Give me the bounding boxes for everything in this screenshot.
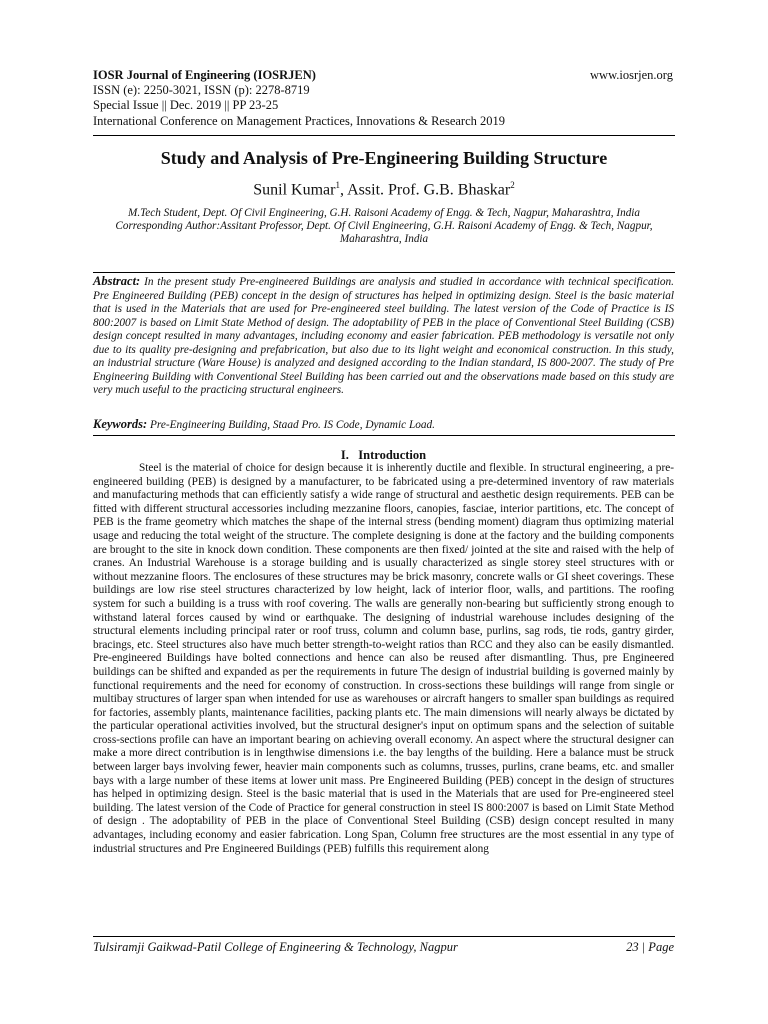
section-title: Introduction <box>358 448 427 462</box>
section-number: I. <box>340 448 349 462</box>
author-name: Assit. Prof. G.B. Bhaskar <box>347 181 511 199</box>
author-separator: , <box>339 181 348 199</box>
abstract-label: Abstract: <box>93 274 141 288</box>
keywords-label: Keywords: <box>93 417 148 431</box>
footer-institution: Tulsiramji Gaikwad-Patil College of Engineering & Technology, Nagpur <box>93 940 458 954</box>
affiliation-corresponding: Corresponding Author:Assitant Professor, Dept. Of Civil Engineering, G.H. Raisoni Academy of Engg. & Tech, Nagpur, Maharashtra, India <box>115 220 653 245</box>
affiliation-student: M.Tech Student, Dept. Of Civil Engineering, G.H. Raisoni Academy of Engg. & Tech, Nagpur, Maharashtra, India <box>128 207 640 219</box>
conference-line: International Conference on Management Practices, Innovations & Research 2019 <box>93 113 506 128</box>
keywords-text: Pre-Engineering Building, Staad Pro. IS Code, Dynamic Load. <box>150 419 435 431</box>
author-line <box>80 180 688 199</box>
issn-line: ISSN (e): 2250-3021, ISSN (p): 2278-8719 <box>93 83 310 98</box>
author-affiliation-mark: 2 <box>510 180 515 190</box>
page-number: 23 | Page <box>626 940 674 954</box>
journal-website[interactable]: www.iosrjen.org <box>590 68 673 82</box>
abstract-divider-bottom <box>93 435 675 436</box>
author-affiliation-mark: 1 <box>335 180 340 190</box>
journal-header <box>93 68 673 129</box>
abstract-text: In the present study Pre-engineered Buildings are analysis and studied in accordance with technical specification. Pre Engineered Building (PEB) concept in the design of structures has helped in optimizing design. Steel is the basic material that is used in the Materials that are used for Pre-engineered steel building. The latest version of the Code of Practice is IS 800:2007 is based on Limit State Method of design. The adoptability of PEB in the place of Conventional Steel Building (CSB) design concept resulted in many advantages, including economy and easier fabrication. PEB methodology is versatile not only due to its quality pre-designing and prefabrication, but also due to its light weight and economical construction. In this study, an industrial structure (Ware House) is analyzed and designed according to the Indian standard, IS 800-2007. The study of Pre Engineering Building with Conventional Steel Building has been carried out and the observations made based on this study are very much useful to the practicing structural engineers. <box>93 276 674 396</box>
paper-title: Study and Analysis of Pre-Engineering Building Structure <box>160 148 608 168</box>
author-name: Sunil Kumar <box>253 181 336 199</box>
introduction-paragraph: Steel is the material of choice for design because it is inherently ductile and flexible. In structural engineering, a pre-engineered building (PEB) is designed by a manufacturer, to be fabricated using a pre-determined inventory of raw materials and manufacturing methods that can efficiently satisfy a wide range of structural and aesthetic design requirements. PEB can be fitted with different structural accessories including mezzanine floors, canopies, fasciae, interior partitions, etc. The concept of PEB is the frame geometry which matches the shape of the internal stress (bending moment) diagram thus optimizing material usage and reducing the total weight of the structure. The complete designing is done at the factory and the building components are brought to the site in knock down condition. These components are then fixed/ jointed at the site and raised with the help of cranes. An Industrial Warehouse is a storage building and is usually characterized as single storey steel structures with or without mezzanine floors. The enclosures of these structures may be brick masonry, concrete walls or GI sheet coverings. These buildings are low rise steel structures characterized by low height, lack of interior floor, walls, and partitions. The roofing system for such a building is a truss with roof covering. The walls are generally non-bearing but sufficiently strong enough to withstand lateral forces caused by wind or earthquake. The designing of industrial warehouse includes designing of the structural elements including principal rater or roof truss, column and column base, purlins, sag rods, tie rods, gantry girder, bracings, etc. Steel structures also have much better strength-to-weight ratios than RCC and they also can be easily dismantled. Pre-engineered Buildings have bolted connections and hence can also be reused after dismantling. Thus, pre Engineered buildings can be shifted and expanded as per the requirements in future The design of industrial building is governed mainly by functional requirements and the need for economy of construction. In cross-sections these buildings will range from single or multibay structures of larger span when intended for use as warehouses or aircraft hangers to smaller span buildings as required for factories, assembly plants, maintenance facilities, packing plants etc. The main dimensions will nearly always be dictated by the particular operational activities involved, but the structural designer's input on optimum spans and the selection of suitable cross-sections profile can have an important bearing on achieving overall economy. An aspect where the structural designer can make a more direct contribution is in lengthwise dimensions i.e. the bay lengths of the building. Here a balance must be struck between larger bays involving fewer, heavier main components such as columns, trusses, purlins, crane beams, etc. and smaller bays with a large number of these items at lower unit mass. Pre Engineered Building (PEB) concept in the design of structures has helped in optimizing design. Steel is the basic material that is used in the Materials that are used for Pre-engineered steel building. The latest version of the Code of Practice for general construction in steel IS 800:2007 is based on Limit State Method of design . The adoptability of PEB in the place of Conventional Steel Building (CSB) design concept resulted in many advantages, including economy and easier fabrication. Long Span, Column free structures are the most essential in any type of industrial structures and Pre Engineered Buildings (PEB) fulfills this requirement along <box>93 462 674 855</box>
keywords-block <box>93 417 674 432</box>
journal-name: IOSR Journal of Engineering (IOSRJEN) <box>93 68 316 82</box>
abstract-block <box>93 275 674 398</box>
header-divider <box>93 135 675 136</box>
abstract-divider-top <box>93 272 675 273</box>
affiliations <box>90 207 678 246</box>
introduction-body <box>93 462 674 856</box>
section-heading <box>93 448 674 463</box>
issue-line: Special Issue || Dec. 2019 || PP 23-25 <box>93 98 279 113</box>
footer-divider <box>93 936 675 937</box>
